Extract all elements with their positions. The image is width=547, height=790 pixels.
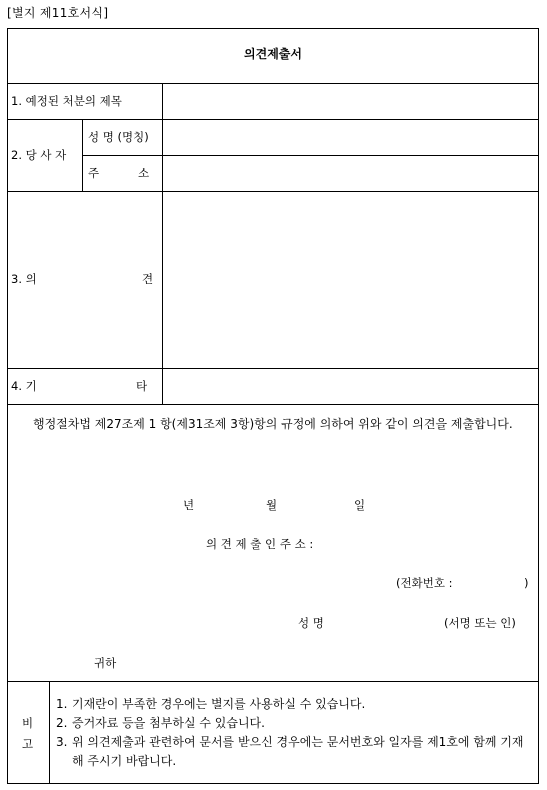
party-address-label-start: 주 [88, 166, 100, 180]
note-item [56, 714, 534, 733]
rule-above-notes [8, 681, 538, 682]
opinion-field[interactable] [163, 192, 538, 368]
phone-label: (전화번호 : [396, 576, 453, 590]
date-day-label: 일 [354, 498, 366, 512]
note-text: 기재란이 부족한 경우에는 별지를 사용하실 수 있습니다. [72, 697, 366, 711]
note-number: 2. [56, 716, 68, 730]
note-item [56, 733, 534, 771]
row-other-label-start: 4. 기 [11, 379, 37, 393]
row-disposition-title-label: 1. 예정된 처분의 제목 [11, 94, 122, 108]
notes-header-start: 비 [22, 716, 34, 730]
notes-header-end: 고 [22, 737, 34, 751]
rule-below-row4 [8, 404, 538, 405]
submission-statement: 행정절차법 제27조제 1 항(제31조제 3항)항의 규정에 의하여 위와 같이 의견을 제출합니다. [33, 417, 513, 431]
note-number: 3. [56, 735, 68, 749]
form-title: 의견제출서 [244, 47, 302, 61]
party-name-label: 성 명 (명칭) [88, 130, 149, 144]
note-number: 1. [56, 697, 68, 711]
row-other-label-end: 타 [136, 379, 148, 393]
submitter-address-label: 의 견 제 출 인 주 소 : [206, 537, 314, 551]
signature-label: (서명 또는 인) [444, 616, 516, 630]
phone-close: ) [524, 576, 529, 590]
rule-notes-column [49, 681, 50, 784]
other-field[interactable] [163, 369, 538, 404]
party-address-label-end: 소 [138, 166, 150, 180]
row-opinion-label-end: 견 [142, 272, 154, 286]
rule-party-subcolumn [82, 119, 83, 191]
row-opinion-label-start: 3. 의 [11, 272, 37, 286]
date-month-label: 월 [266, 498, 278, 512]
party-name-field[interactable] [163, 120, 538, 155]
addressee-label: 귀하 [94, 656, 117, 670]
submitter-name-label: 성 명 [298, 616, 324, 630]
note-text: 위 의견제출과 관련하여 문서를 받으신 경우에는 문서번호와 일자를 제1호에 함께 기재해 주시기 바랍니다. [72, 735, 524, 768]
party-address-field[interactable] [163, 156, 538, 191]
notes-list [56, 695, 534, 771]
form-number-label: [별지 제11호서식] [7, 6, 109, 20]
date-year-label: 년 [183, 498, 195, 512]
note-item [56, 695, 534, 714]
note-text: 증거자료 등을 첨부하실 수 있습니다. [72, 716, 265, 730]
opinion-submission-form [7, 28, 539, 784]
disposition-title-field[interactable] [163, 84, 538, 119]
row-party-label: 2. 당 사 자 [11, 148, 67, 162]
